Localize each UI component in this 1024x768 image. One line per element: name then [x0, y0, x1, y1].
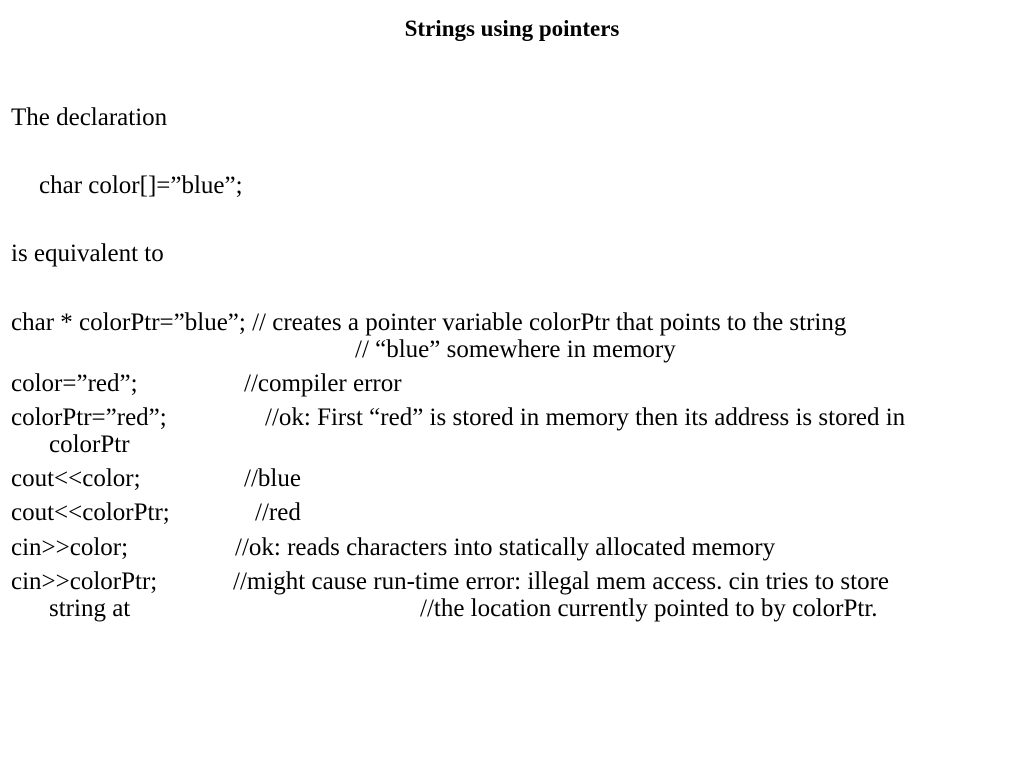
pointer-decl-code: char * colorPtr=”blue”; // creates a pointer variable colorPtr that points to the string	[11, 309, 847, 336]
cin-ptr-comment-continued-b: //the location currently pointed to by colorPtr.	[420, 595, 878, 622]
cout-ptr-code: cout<<colorPtr;	[11, 499, 170, 526]
assign-ptr-comment: //ok: First “red” is stored in memory then its address is stored in	[265, 404, 906, 431]
cin-ptr-code: cin>>colorPtr;	[11, 568, 158, 595]
cin-ptr-comment: //might cause run-time error: illegal mem access. cin tries to store	[233, 568, 890, 595]
pointer-decl-comment-continued: // “blue” somewhere in memory	[355, 336, 676, 363]
assign-color-comment: //compiler error	[244, 370, 402, 397]
cin-color-code: cin>>color;	[11, 534, 129, 561]
assign-ptr-code: colorPtr=”red”;	[11, 404, 167, 431]
assign-ptr-comment-continued: colorPtr	[49, 431, 130, 458]
slide-title: Strings using pointers	[404, 16, 620, 41]
declaration-intro: The declaration	[11, 104, 168, 131]
cout-color-comment: //blue	[244, 465, 301, 492]
cin-color-comment: //ok: reads characters into statically allocated memory	[235, 534, 776, 561]
equivalent-intro: is equivalent to	[11, 240, 164, 267]
declaration-code: char color[]=”blue”;	[39, 172, 243, 199]
cout-color-code: cout<<color;	[11, 465, 141, 492]
assign-color-code: color=”red”;	[11, 370, 138, 397]
cout-ptr-comment: //red	[255, 499, 301, 526]
cin-ptr-comment-continued-a: string at	[49, 595, 131, 622]
